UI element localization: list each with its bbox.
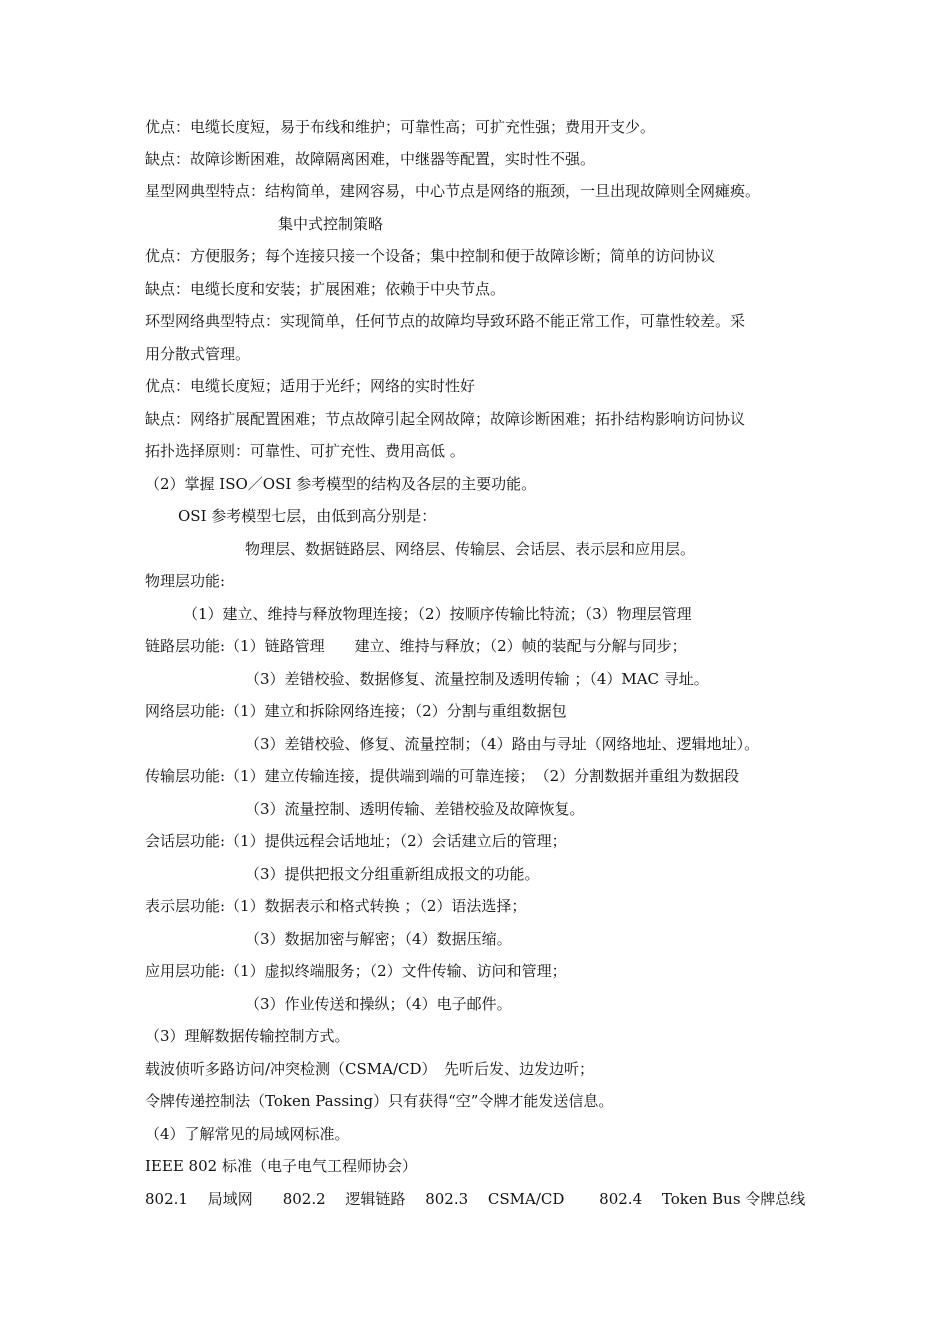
text-line: 优点：电缆长度短；适用于光纤；网络的实时性好 (145, 377, 476, 395)
text-line: 表示层功能:（1）数据表示和格式转换 ；（2）语法选择； (145, 897, 527, 915)
text-line: 令牌传递控制法（Token Passing）只有获得“空”令牌才能发送信息。 (145, 1092, 614, 1110)
section-heading: （3）理解数据传输控制方式。 (145, 1027, 350, 1045)
text-line: 会话层功能:（1）提供远程会话地址；（2）会话建立后的管理； (145, 832, 567, 850)
text-line: 链路层功能:（1）链路管理 建立、维持与释放；（2）帧的装配与分解与同步； (145, 637, 687, 655)
text-line: 环型网络典型特点：实现简单，任何节点的故障均导致环路不能正常工作，可靠性较差。采 (145, 312, 746, 330)
text-line: 优点：电缆长度短，易于布线和维护；可靠性高；可扩充性强；费用开支少。 (145, 118, 656, 136)
section-heading: （2）掌握 ISO／OSI 参考模型的结构及各层的主要功能。 (145, 475, 537, 493)
text-line: （3）差错校验、数据修复、流量控制及透明传输 ；（4）MAC 寻址。 (245, 670, 709, 688)
text-line: （3）差错校验、修复、流量控制；（4）路由与寻址（网络地址、逻辑地址）。 (245, 735, 760, 753)
text-line: （3）提供把报文分组重新组成报文的功能。 (245, 865, 540, 883)
text-line: 802.1 局域网 802.2 逻辑链路 802.3 CSMA/CD 802.4 Token Bus 令牌总线 (145, 1190, 806, 1208)
text-line: 应用层功能:（1）虚拟终端服务；（2）文件传输、访问和管理； (145, 962, 567, 980)
text-line: 缺点：故障诊断困难，故障隔离困难，中继器等配置，实时性不强。 (145, 150, 596, 168)
text-line: 物理层功能: (145, 572, 226, 590)
text-line: 传输层功能:（1）建立传输连接，提供端到端的可靠连接； （2）分割数据并重组为数据段 (145, 767, 740, 785)
text-line: （1）建立、维持与释放物理连接；（2）按顺序传输比特流；（3）物理层管理 (183, 605, 692, 623)
text-line: IEEE 802 标准（电子电气工程师协会） (145, 1157, 417, 1175)
text-line: 物理层、数据链路层、网络层、传输层、会话层、表示层和应用层。 (245, 540, 696, 558)
text-line: 拓扑选择原则：可靠性、可扩充性、费用高低 。 (145, 442, 465, 460)
text-line: （3）数据加密与解密；（4）数据压缩。 (245, 930, 512, 948)
text-line: 优点：方便服务；每个连接只接一个设备；集中控制和便于故障诊断；简单的访问协议 (145, 247, 716, 265)
text-line: OSI 参考模型七层，由低到高分别是： (178, 507, 437, 525)
text-line: （3）流量控制、透明传输、差错校验及故障恢复。 (245, 800, 585, 818)
text-line: 网络层功能:（1）建立和拆除网络连接；（2）分割与重组数据包 (145, 702, 567, 720)
text-line: 缺点：网络扩展配置困难；节点故障引起全网故障；故障诊断困难；拓扑结构影响访问协议 (145, 410, 746, 428)
text-line: 缺点：电缆长度和安装；扩展困难；依赖于中央节点。 (145, 280, 506, 298)
text-line: 用分散式管理。 (145, 345, 251, 363)
text-line: 载波侦听多路访问/冲突检测（CSMA/CD） 先听后发、边发边听； (145, 1060, 595, 1078)
text-line: 集中式控制策略 (278, 215, 384, 233)
text-line: 星型网典型特点：结构简单，建网容易，中心节点是网络的瓶颈，一旦出现故障则全网瘫痪。 (145, 182, 761, 200)
section-heading: （4）了解常见的局域网标准。 (145, 1125, 350, 1143)
text-line: （3）作业传送和操纵；（4）电子邮件。 (245, 995, 512, 1013)
